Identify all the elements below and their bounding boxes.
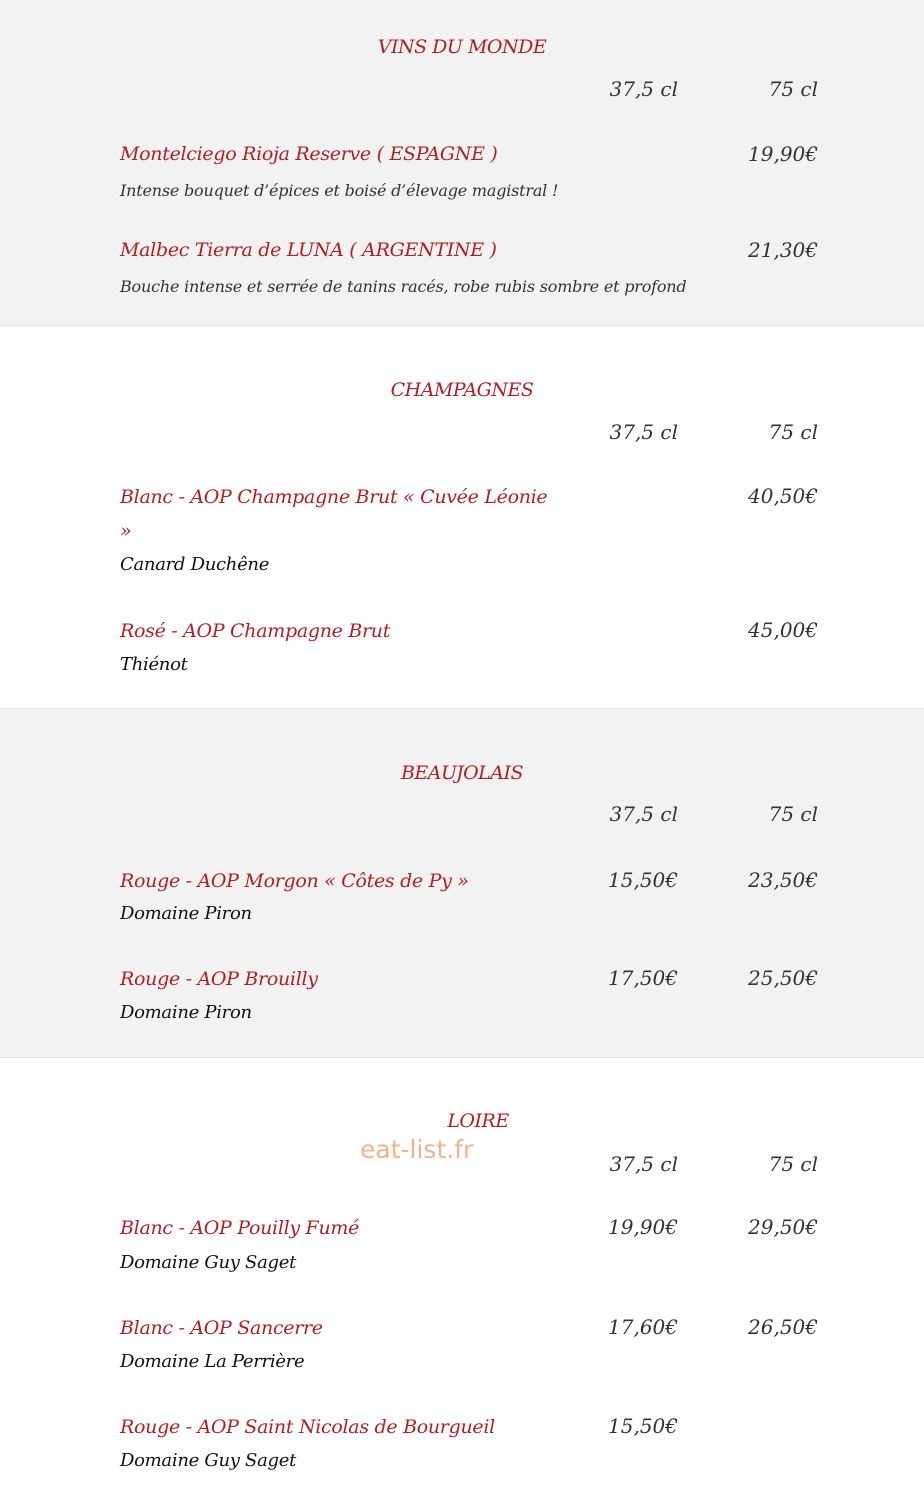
wine-description: Intense bouquet d’épices et boisé d’élevage magistral ! [120,181,559,200]
wine-producer: Domaine Piron [120,903,252,924]
wine-price-37-5cl: 17,50€ [608,966,678,990]
section-beaujolais [0,709,924,1058]
wine-producer: Domaine La Perrière [120,1351,305,1372]
wine-name: Malbec Tierra de LUNA ( ARGENTINE ) [120,239,497,261]
column-header-75cl: 75 cl [768,1152,818,1176]
wine-name: Montelciego Rioja Reserve ( ESPAGNE ) [120,143,498,165]
wine-price-75cl: 23,50€ [748,868,818,892]
watermark-text: eat-list.fr [360,1135,474,1164]
wine-price-37-5cl: 19,90€ [608,1215,678,1239]
wine-producer: Domaine Guy Saget [120,1252,297,1273]
wine-price-37-5cl: 15,50€ [608,868,678,892]
wine-price-75cl: 21,30€ [748,238,818,262]
wine-name: Rosé - AOP Champagne Brut [120,620,391,642]
section-title: LOIRE [447,1110,509,1132]
column-header-75cl: 75 cl [768,802,818,826]
section-title: CHAMPAGNES [390,379,534,401]
wine-producer: Canard Duchêne [120,554,270,575]
wine-price-37-5cl: 17,60€ [608,1315,678,1339]
wine-price-75cl: 45,00€ [748,618,818,642]
column-header-37-5cl: 37,5 cl [609,77,678,101]
section-vins-du-monde [0,0,924,326]
wine-name: Rouge - AOP Saint Nicolas de Bourgueil [120,1416,495,1438]
wine-price-75cl: 40,50€ [748,484,818,508]
wine-price-75cl: 19,90€ [748,142,818,166]
wine-producer: Domaine Guy Saget [120,1450,297,1471]
wine-name: Blanc - AOP Champagne Brut « Cuvée Léonie » [120,486,548,542]
section-title: BEAUJOLAIS [400,762,524,784]
wine-name: Blanc - AOP Sancerre [120,1317,323,1339]
section-champagnes [0,326,924,709]
wine-name: Blanc - AOP Pouilly Fumé [120,1217,360,1239]
wine-price-37-5cl: 15,50€ [608,1414,678,1438]
column-header-37-5cl: 37,5 cl [609,1152,678,1176]
wine-name: Rouge - AOP Brouilly [120,968,318,990]
wine-producer: Domaine Piron [120,1002,252,1023]
wine-description: Bouche intense et serrée de tanins racés, robe rubis sombre et profond [120,277,687,296]
section-loire [0,1058,924,1486]
column-header-37-5cl: 37,5 cl [609,802,678,826]
column-header-75cl: 75 cl [768,420,818,444]
wine-price-75cl: 26,50€ [748,1315,818,1339]
column-header-75cl: 75 cl [768,77,818,101]
column-header-37-5cl: 37,5 cl [609,420,678,444]
section-title: VINS DU MONDE [377,36,547,58]
wine-producer: Thiénot [120,654,188,675]
wine-name: Rouge - AOP Morgon « Côtes de Py » [120,870,469,892]
wine-price-75cl: 29,50€ [748,1215,818,1239]
wine-price-75cl: 25,50€ [748,966,818,990]
